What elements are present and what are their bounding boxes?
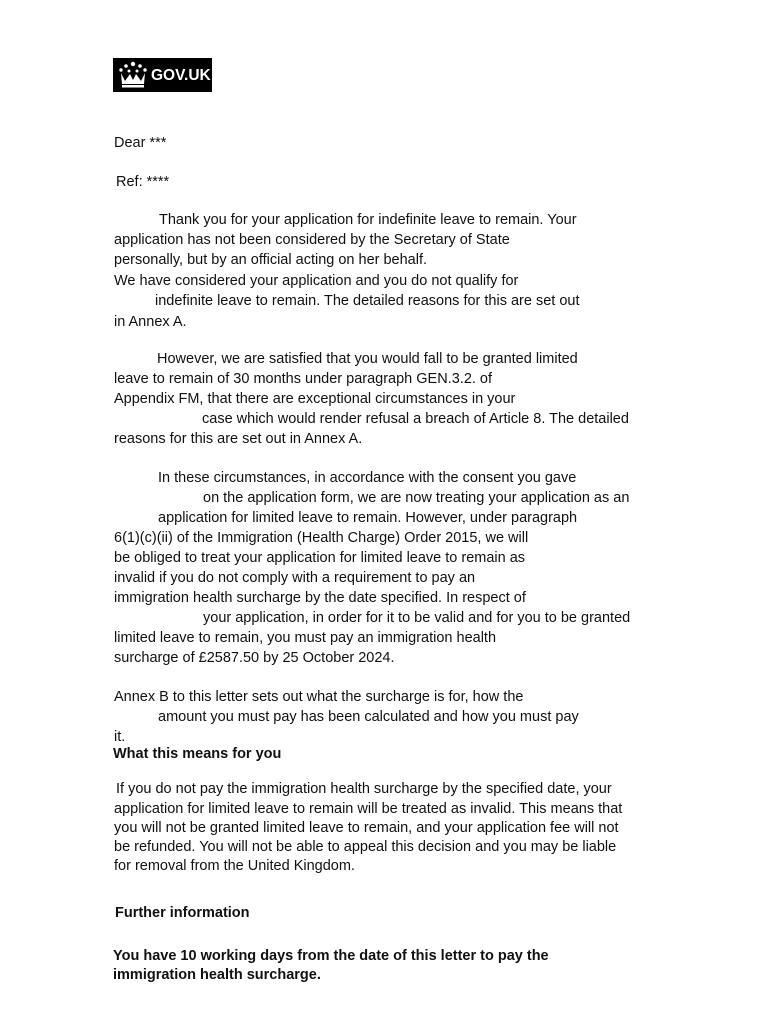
body-line: In these circumstances, in accordance with the consent you gave (158, 470, 577, 486)
body-line: indefinite leave to remain. The detailed reasons for this are set out (155, 293, 580, 309)
body-line: for removal from the United Kingdom. (114, 858, 355, 874)
deadline-line: immigration health surcharge. (113, 967, 321, 983)
reference: Ref: **** (116, 174, 170, 190)
body-line: application for limited leave to remain. However, under paragraph (158, 510, 578, 526)
body-line: leave to remain of 30 months under paragraph GEN.3.2. of (114, 371, 493, 387)
salutation: Dear *** (114, 135, 167, 151)
body-line: Thank you for your application for indefinite leave to remain. Your (159, 212, 577, 228)
body-line: invalid if you do not comply with a requirement to pay an (114, 570, 476, 586)
body-line: surcharge of £2587.50 by 25 October 2024. (114, 650, 395, 666)
body-line: it. (114, 729, 126, 745)
body-line: application for limited leave to remain will be treated as invalid. This means that (114, 801, 623, 817)
body-line: reasons for this are set out in Annex A. (114, 431, 363, 447)
body-line: you will not be granted limited leave to remain, and your application fee will not (114, 820, 619, 836)
body-line: case which would render refusal a breach of Article 8. The detailed (202, 411, 629, 427)
body-line: on the application form, we are now treating your application as an (203, 490, 630, 506)
body-line: your application, in order for it to be valid and for you to be granted (203, 610, 631, 626)
body-line: Annex B to this letter sets out what the surcharge is for, how the (114, 689, 524, 705)
body-line: However, we are satisfied that you would fall to be granted limited (157, 351, 578, 367)
govuk-logo (113, 58, 212, 92)
body-line: application has not been considered by the Secretary of State (114, 232, 510, 248)
body-line: immigration health surcharge by the date specified. In respect of (114, 590, 526, 606)
logo-text: GOV.UK (151, 67, 211, 84)
body-line: personally, but by an official acting on her behalf. (114, 252, 428, 268)
body-line: in Annex A. (114, 314, 187, 330)
heading-further-information: Further information (115, 905, 250, 921)
crown-icon (117, 61, 149, 89)
body-line: Appendix FM, that there are exceptional circumstances in your (114, 391, 516, 407)
deadline-line: You have 10 working days from the date of this letter to pay the (113, 948, 549, 964)
body-line: 6(1)(c)(ii) of the Immigration (Health Charge) Order 2015, we will (114, 530, 529, 546)
body-line: We have considered your application and you do not qualify for (114, 273, 519, 289)
body-line: amount you must pay has been calculated and how you must pay (158, 709, 579, 725)
body-line: limited leave to remain, you must pay an immigration health (114, 630, 497, 646)
body-line: be obliged to treat your application for limited leave to remain as (114, 550, 526, 566)
heading-what-this-means: What this means for you (113, 746, 282, 762)
body-line: If you do not pay the immigration health surcharge by the specified date, your (116, 781, 612, 797)
body-line: be refunded. You will not be able to appeal this decision and you may be liable (114, 839, 617, 855)
